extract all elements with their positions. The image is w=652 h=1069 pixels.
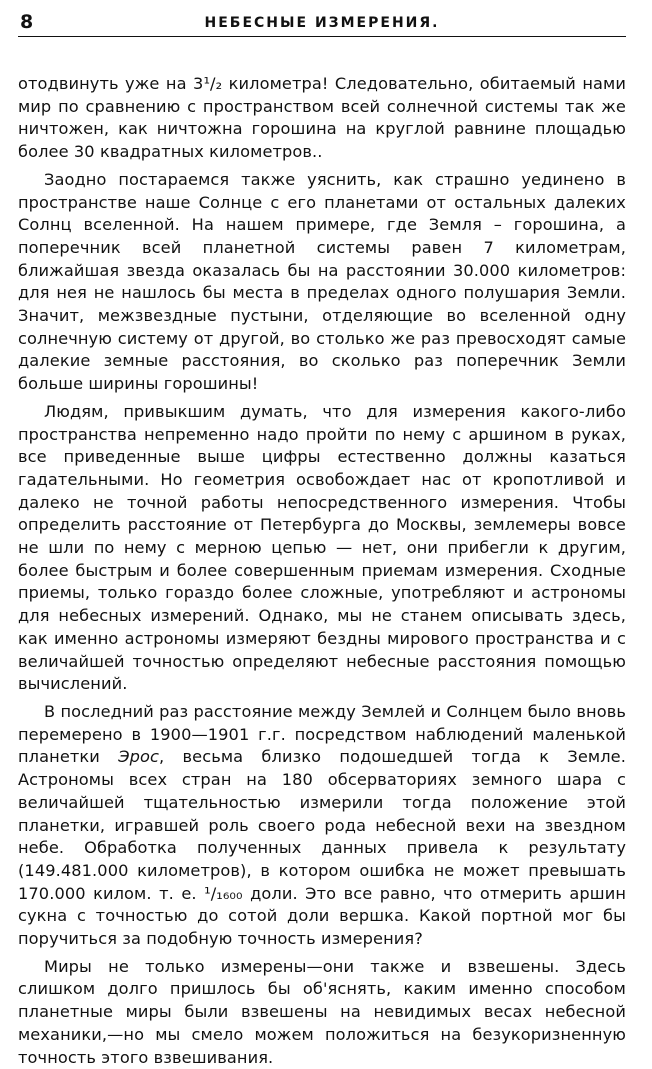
eros-planet-name: Эрос: [118, 747, 159, 767]
paragraph-4: [18, 701, 626, 951]
running-title: НЕБЕСНЫЕ ИЗМЕРЕНИЯ.: [204, 15, 440, 31]
paragraph-1: отодвинуть уже на 3¹/₂ километра! Следовательно, обитаемый нами мир по сравнению с пространством всей солнечной системы так же ничтожен, как ничтожна горошина на круглой равнине площадью более 30 квадратных километров..: [18, 74, 626, 162]
paragraph-2: Заодно постараемся также уяснить, как страшно уединено в пространстве наше Солнце с его планетами от остальных далеких Солнц вселенной. На нашем примере, где Земля – горошина, а поперечник всей планетной системы равен 7 километрам, ближайшая звезда оказалась бы на расстоянии 30.000 километров: для нея не нашлось бы места в пределах одного полушария Земли. Значит, межзвездные пустыни, отделяющие во вселенной одну солнечную систему от другой, во столько же раз превосходят самые далекие земные расстояния, во сколько раз поперечник Земли больше ширины горошины!: [18, 169, 626, 394]
page-number: 8: [20, 11, 34, 33]
paragraph-4-part-1: В последний раз расстояние между Землей и Солнцем было вновь перемерено в 1900—1901 г.г. посредством наблюдений маленькой планетки: [18, 701, 626, 767]
page-header: [18, 10, 626, 37]
paragraph-3: Людям, привыкшим думать, что для измерения какого-либо пространства непременно надо пройти по нему с аршином в руках, все приведенные выше цифры естественно должны казаться гадательными. Но геометрия освобождает нас от кропотливой и далеко не точной работы непосредственного измерения. Чтобы определить расстояние от Петербурга до Москвы, землемеры вовсе не шли по нему с мерною цепью — нет, они прибегли к другим, более быстрым и более совершенным приемам измерения. Сходные приемы, только гораздо более сложные, употребляют и астрономы для небесных измерений. Однако, мы не станем описывать здесь, как именно астрономы измеряют бездны мирового пространства и с величайшей точностью определяют небесные расстояния помощью вычислений.: [18, 401, 626, 694]
body-text: [18, 73, 626, 1069]
paragraph-4-part-2: , весьма близко подошедшей тогда к Земле. Астрономы всех стран на 180 обсерваториях земного шара с величайшей тщательностью измерили тогда положение этой планетки, игравшей роль своего рода небесной вехи на звездном небе. Обработка полученных данных привела к результату (149.481.000 километров), в котором ошибка не может превышать 170.000 килом. т. е. ¹/₁₆₀₀ доли. Это все равно, что отмерить аршин сукна с точностью до сотой доли вершка. Какой портной мог бы поручиться за подобную точность измерения?: [18, 747, 626, 949]
paragraph-5: Миры не только измерены—они также и взвешены. Здесь слишком долго пришлось бы об'яснять, каким именно способом планетные миры были взвешены на невидимых весах небесной механики,—но мы смело можем положиться на безукоризненную точность этого взвешивания.: [18, 956, 626, 1067]
